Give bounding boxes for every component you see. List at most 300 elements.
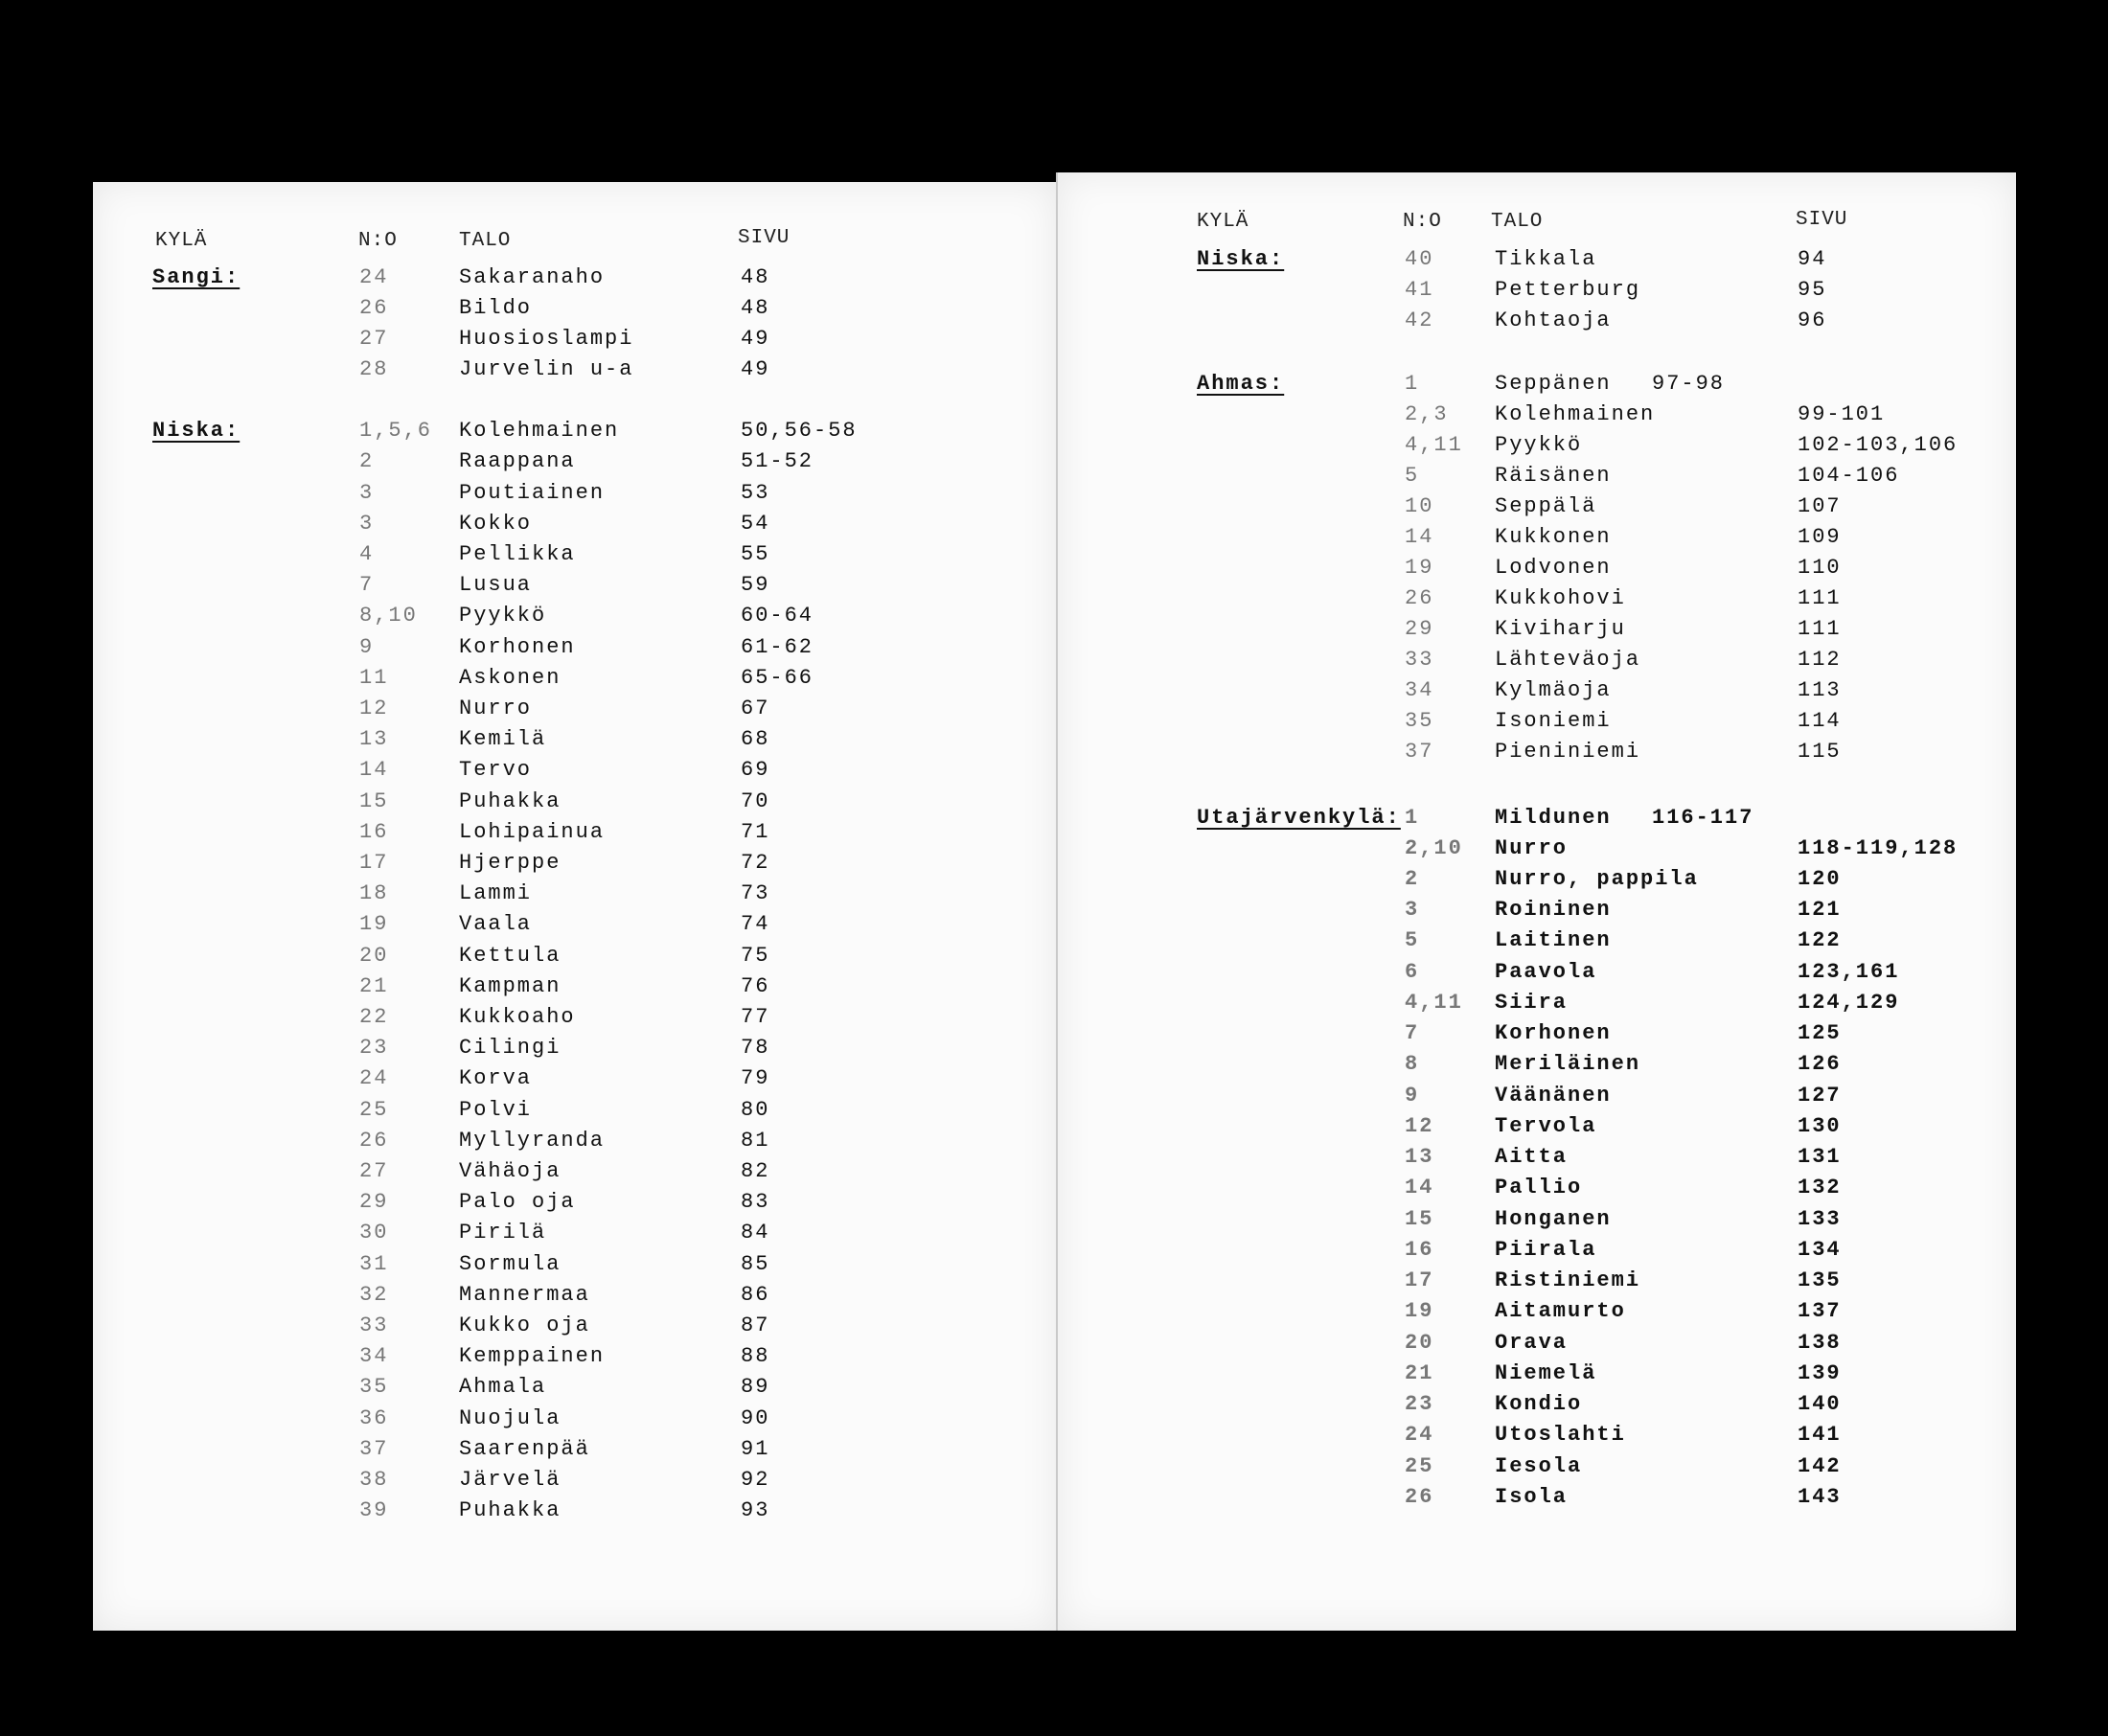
house-name: Kampman: [459, 974, 561, 998]
house-name: Mannermaa: [459, 1283, 590, 1307]
house-number: 20: [1405, 1331, 1434, 1355]
index-row: [93, 635, 1056, 666]
page-reference: 48: [741, 265, 770, 289]
house-number: 12: [1405, 1114, 1434, 1138]
house-name: Pyykkö: [459, 604, 547, 628]
house-name: Kohtaoja: [1495, 308, 1612, 332]
house-number: 23: [1405, 1392, 1434, 1416]
header-talo: TALO: [1491, 211, 1544, 233]
house-name: Kukko oja: [459, 1313, 590, 1337]
house-name: Korhonen: [1495, 1021, 1612, 1045]
index-row: [93, 357, 1056, 388]
house-number: 1: [1405, 372, 1420, 396]
page-reference: 137: [1798, 1299, 1842, 1323]
index-row: [93, 1066, 1056, 1097]
index-row: [93, 851, 1056, 881]
index-row: [93, 1468, 1056, 1498]
index-row: [1058, 898, 2016, 928]
index-row: [1058, 1114, 2016, 1145]
house-number: 29: [359, 1190, 389, 1214]
index-row: [93, 327, 1056, 357]
page-reference: 127: [1798, 1084, 1842, 1108]
house-name: Huosioslampi: [459, 327, 634, 351]
index-row: [93, 265, 1056, 296]
house-name: Kolehmainen: [1495, 402, 1656, 426]
house-name: Paavola: [1495, 960, 1597, 984]
house-name: Tikkala: [1495, 247, 1597, 271]
house-number: 37: [1405, 740, 1434, 764]
house-name: Tervo: [459, 758, 533, 782]
house-number: 42: [1405, 308, 1434, 332]
page-reference: 70: [741, 789, 770, 813]
page-reference: 82: [741, 1159, 770, 1183]
house-name: Puhakka: [459, 789, 561, 813]
page-reference: 124,129: [1798, 991, 1900, 1015]
house-name: Myllyranda: [459, 1129, 606, 1153]
house-number: 27: [359, 327, 389, 351]
page-reference: 121: [1798, 898, 1842, 922]
page-reference: 109: [1798, 525, 1842, 549]
page-reference: 142: [1798, 1454, 1842, 1478]
index-row: [93, 727, 1056, 758]
page-reference: 51-52: [741, 449, 814, 473]
index-row: [93, 1190, 1056, 1221]
page-reference: 88: [741, 1344, 770, 1368]
house-number: 34: [359, 1344, 389, 1368]
house-name: Hjerppe: [459, 851, 561, 875]
page-reference: 85: [741, 1252, 770, 1276]
page-reference: 75: [741, 944, 770, 968]
page-reference: 59: [741, 573, 770, 597]
page-reference: 91: [741, 1437, 770, 1461]
house-number: 4,11: [1405, 991, 1463, 1015]
house-number: 30: [359, 1221, 389, 1245]
house-name: Nurro, pappila: [1495, 867, 1699, 891]
house-number: 4,11: [1405, 433, 1463, 457]
house-name: Puhakka: [459, 1498, 561, 1522]
page-reference: 93: [741, 1498, 770, 1522]
page-reference: 110: [1798, 556, 1842, 580]
house-name: Meriläinen: [1495, 1052, 1641, 1076]
house-number: 34: [1405, 678, 1434, 702]
house-name: Petterburg: [1495, 278, 1641, 302]
page-reference: 49: [741, 357, 770, 381]
index-row: [1058, 806, 2016, 836]
page-reference: 135: [1798, 1268, 1842, 1292]
index-row: [93, 481, 1056, 512]
house-number: 11: [359, 666, 389, 690]
page-reference: 68: [741, 727, 770, 751]
house-number: 24: [359, 265, 389, 289]
index-row: [1058, 1485, 2016, 1516]
index-row: [93, 296, 1056, 327]
house-name: Sormula: [459, 1252, 561, 1276]
house-name: Vaala: [459, 912, 533, 936]
page-reference: 122: [1798, 928, 1842, 952]
index-row: [1058, 991, 2016, 1021]
house-number: 7: [1405, 1021, 1420, 1045]
index-row: [1058, 1052, 2016, 1083]
house-number: 20: [359, 944, 389, 968]
house-name: Niemelä: [1495, 1361, 1597, 1385]
house-name: Mildunen: [1495, 806, 1612, 830]
house-name: Siira: [1495, 991, 1569, 1015]
house-name: Ahmala: [459, 1375, 547, 1399]
page-reference: 77: [741, 1005, 770, 1029]
page-reference: 132: [1798, 1176, 1842, 1199]
house-name: Kokko: [459, 512, 533, 536]
page-reference: 140: [1798, 1392, 1842, 1416]
page-reference: 125: [1798, 1021, 1842, 1045]
house-name: Kemilä: [459, 727, 547, 751]
house-number: 25: [1405, 1454, 1434, 1478]
house-name: Pallio: [1495, 1176, 1583, 1199]
house-name: Orava: [1495, 1331, 1569, 1355]
index-row: [1058, 648, 2016, 678]
index-row: [1058, 1454, 2016, 1485]
index-row: [93, 1283, 1056, 1313]
house-number: 2,10: [1405, 836, 1463, 860]
index-row: [1058, 960, 2016, 991]
page-reference: 133: [1798, 1207, 1842, 1231]
house-number: 27: [359, 1159, 389, 1183]
index-row: [1058, 928, 2016, 959]
house-number: 33: [1405, 648, 1434, 672]
index-row: [93, 512, 1056, 542]
index-row: [93, 881, 1056, 912]
page-reference: 114: [1798, 709, 1842, 733]
house-number: 9: [359, 635, 375, 659]
page-reference: 107: [1798, 494, 1842, 518]
house-name: Laitinen: [1495, 928, 1612, 952]
house-name: Seppälä: [1495, 494, 1597, 518]
house-name: Ristiniemi: [1495, 1268, 1641, 1292]
house-name: Kylmäoja: [1495, 678, 1612, 702]
index-row: [1058, 1392, 2016, 1423]
house-name: Saarenpää: [459, 1437, 590, 1461]
house-number: 38: [359, 1468, 389, 1492]
house-name: Lammi: [459, 881, 533, 905]
house-name: Aitta: [1495, 1145, 1569, 1169]
house-number: 15: [1405, 1207, 1434, 1231]
page-reference: 60-64: [741, 604, 814, 628]
left-page: [93, 182, 1056, 1631]
house-number: 16: [1405, 1238, 1434, 1262]
house-name: Polvi: [459, 1098, 533, 1122]
house-name: Räisänen: [1495, 464, 1612, 488]
index-row: [93, 1159, 1056, 1190]
house-number: 40: [1405, 247, 1434, 271]
house-name: Kemppainen: [459, 1344, 606, 1368]
house-number: 19: [1405, 556, 1434, 580]
house-number: 17: [1405, 1268, 1434, 1292]
page-reference: 79: [741, 1066, 770, 1090]
house-number: 23: [359, 1036, 389, 1060]
page-reference: 49: [741, 327, 770, 351]
index-row: [93, 1498, 1056, 1529]
index-row: [93, 912, 1056, 943]
house-name: Jurvelin u-a: [459, 357, 634, 381]
page-reference: 72: [741, 851, 770, 875]
house-number: 6: [1405, 960, 1420, 984]
house-name: Palo oja: [459, 1190, 576, 1214]
page-reference: 69: [741, 758, 770, 782]
house-name: Lodvonen: [1495, 556, 1612, 580]
page-range-inline: 97-98: [1652, 372, 1726, 396]
index-row: [1058, 556, 2016, 586]
house-name: Kiviharju: [1495, 617, 1626, 641]
house-name: Sakaranaho: [459, 265, 606, 289]
index-row: [1058, 247, 2016, 278]
right-page: [1058, 172, 2016, 1631]
house-number: 3: [1405, 898, 1420, 922]
house-number: 26: [359, 296, 389, 320]
page-reference: 65-66: [741, 666, 814, 690]
index-row: [1058, 1021, 2016, 1052]
header-no: N:O: [1403, 211, 1442, 233]
house-number: 18: [359, 881, 389, 905]
page-reference: 54: [741, 512, 770, 536]
index-row: [1058, 1176, 2016, 1206]
house-number: 3: [359, 481, 375, 505]
house-number: 4: [359, 542, 375, 566]
index-row: [93, 1129, 1056, 1159]
house-name: Kolehmainen: [459, 419, 620, 443]
index-row: [1058, 402, 2016, 433]
house-name: Askonen: [459, 666, 561, 690]
house-number: 31: [359, 1252, 389, 1276]
page-reference: 61-62: [741, 635, 814, 659]
house-name: Pieniniemi: [1495, 740, 1641, 764]
house-number: 14: [1405, 1176, 1434, 1199]
page-reference: 111: [1798, 617, 1842, 641]
house-number: 14: [1405, 525, 1434, 549]
house-name: Nuojula: [459, 1406, 561, 1430]
index-row: [1058, 464, 2016, 494]
house-name: Pellikka: [459, 542, 576, 566]
page-reference: 67: [741, 697, 770, 720]
index-row: [93, 419, 1056, 449]
index-row: [93, 666, 1056, 697]
page-reference: 104-106: [1798, 464, 1900, 488]
page-reference: 112: [1798, 648, 1842, 672]
house-number: 13: [359, 727, 389, 751]
house-number: 1: [1405, 806, 1420, 830]
house-number: 3: [359, 512, 375, 536]
house-number: 15: [359, 789, 389, 813]
page-reference: 143: [1798, 1485, 1842, 1509]
page-reference: 113: [1798, 678, 1842, 702]
index-row: [1058, 1145, 2016, 1176]
house-number: 26: [359, 1129, 389, 1153]
index-row: [1058, 1331, 2016, 1361]
house-number: 7: [359, 573, 375, 597]
page-reference: 138: [1798, 1331, 1842, 1355]
house-name: Cilingi: [459, 1036, 561, 1060]
house-name: Seppänen: [1495, 372, 1612, 396]
index-row: [93, 1344, 1056, 1375]
village-label: Ahmas:: [1197, 372, 1285, 396]
page-reference: 53: [741, 481, 770, 505]
page-reference: 120: [1798, 867, 1842, 891]
house-number: 25: [359, 1098, 389, 1122]
index-row: [93, 1406, 1056, 1437]
house-number: 41: [1405, 278, 1434, 302]
page-reference: 94: [1798, 247, 1827, 271]
page-reference: 84: [741, 1221, 770, 1245]
house-number: 19: [359, 912, 389, 936]
index-row: [93, 1098, 1056, 1129]
house-name: Roininen: [1495, 898, 1612, 922]
index-row: [93, 1375, 1056, 1405]
house-name: Isoniemi: [1495, 709, 1612, 733]
house-number: 29: [1405, 617, 1434, 641]
page-reference: 130: [1798, 1114, 1842, 1138]
index-row: [1058, 1207, 2016, 1238]
house-name: Kondio: [1495, 1392, 1583, 1416]
index-row: [1058, 1361, 2016, 1392]
page-reference: 90: [741, 1406, 770, 1430]
page-reference: 81: [741, 1129, 770, 1153]
index-row: [1058, 1423, 2016, 1453]
house-number: 33: [359, 1313, 389, 1337]
house-number: 21: [1405, 1361, 1434, 1385]
index-row: [1058, 1238, 2016, 1268]
index-row: [93, 1313, 1056, 1344]
village-label: Niska:: [152, 419, 241, 443]
house-number: 2: [359, 449, 375, 473]
house-number: 13: [1405, 1145, 1434, 1169]
village-label: Utajärvenkylä:: [1197, 806, 1401, 830]
house-number: 35: [359, 1375, 389, 1399]
village-label: Sangi:: [152, 265, 241, 289]
house-name: Lähteväoja: [1495, 648, 1641, 672]
house-number: 32: [359, 1283, 389, 1307]
house-number: 19: [1405, 1299, 1434, 1323]
index-row: [93, 449, 1056, 480]
house-number: 5: [1405, 464, 1420, 488]
page-reference: 55: [741, 542, 770, 566]
page-reference: 73: [741, 881, 770, 905]
house-name: Korva: [459, 1066, 533, 1090]
index-row: [93, 542, 1056, 573]
index-row: [1058, 433, 2016, 464]
house-name: Kukkohovi: [1495, 586, 1626, 610]
page-reference: 115: [1798, 740, 1842, 764]
house-number: 28: [359, 357, 389, 381]
house-name: Lusua: [459, 573, 533, 597]
house-name: Tervola: [1495, 1114, 1597, 1138]
page-reference: 87: [741, 1313, 770, 1337]
house-name: Vähäoja: [459, 1159, 561, 1183]
house-name: Bildo: [459, 296, 533, 320]
index-row: [93, 1221, 1056, 1251]
house-name: Piirala: [1495, 1238, 1597, 1262]
index-row: [93, 604, 1056, 634]
house-number: 24: [1405, 1423, 1434, 1447]
house-name: Honganen: [1495, 1207, 1612, 1231]
house-name: Poutiainen: [459, 481, 606, 505]
index-row: [1058, 1084, 2016, 1114]
house-name: Aitamurto: [1495, 1299, 1626, 1323]
page-reference: 96: [1798, 308, 1827, 332]
index-row: [93, 1036, 1056, 1066]
header-talo: TALO: [459, 230, 512, 252]
house-number: 37: [359, 1437, 389, 1461]
index-row: [93, 573, 1056, 604]
house-name: Iesola: [1495, 1454, 1583, 1478]
header-sivu: SIVU: [1796, 209, 1848, 231]
index-row: [93, 944, 1056, 974]
page-reference: 131: [1798, 1145, 1842, 1169]
header-no: N:O: [358, 230, 398, 252]
house-number: 2,3: [1405, 402, 1449, 426]
house-name: Raappana: [459, 449, 576, 473]
house-name: Nurro: [459, 697, 533, 720]
house-number: 21: [359, 974, 389, 998]
index-row: [93, 1437, 1056, 1468]
header-kyla: KYLÄ: [1197, 211, 1249, 233]
page-reference: 74: [741, 912, 770, 936]
house-name: Järvelä: [459, 1468, 561, 1492]
house-number: 24: [359, 1066, 389, 1090]
house-number: 14: [359, 758, 389, 782]
page-reference: 71: [741, 820, 770, 844]
index-row: [1058, 494, 2016, 525]
index-row: [1058, 867, 2016, 898]
page-reference: 89: [741, 1375, 770, 1399]
page-reference: 86: [741, 1283, 770, 1307]
house-name: Kukkonen: [1495, 525, 1612, 549]
page-range-inline: 116-117: [1652, 806, 1754, 830]
page-reference: 126: [1798, 1052, 1842, 1076]
index-row: [1058, 740, 2016, 770]
house-number: 35: [1405, 709, 1434, 733]
index-row: [93, 758, 1056, 788]
page-reference: 48: [741, 296, 770, 320]
index-row: [1058, 308, 2016, 339]
page-reference: 123,161: [1798, 960, 1900, 984]
page-reference: 139: [1798, 1361, 1842, 1385]
page-reference: 102-103,106: [1798, 433, 1959, 457]
index-row: [1058, 372, 2016, 402]
index-row: [93, 1005, 1056, 1036]
house-name: Nurro: [1495, 836, 1569, 860]
house-name: Pyykkö: [1495, 433, 1583, 457]
page-reference: 134: [1798, 1238, 1842, 1262]
house-number: 26: [1405, 586, 1434, 610]
page-reference: 92: [741, 1468, 770, 1492]
index-row: [1058, 678, 2016, 709]
page-reference: 80: [741, 1098, 770, 1122]
house-name: Korhonen: [459, 635, 576, 659]
index-row: [1058, 278, 2016, 308]
house-number: 36: [359, 1406, 389, 1430]
page-reference: 111: [1798, 586, 1842, 610]
village-label: Niska:: [1197, 247, 1285, 271]
header-sivu: SIVU: [738, 227, 790, 249]
house-name: Kettula: [459, 944, 561, 968]
house-number: 2: [1405, 867, 1420, 891]
page-reference: 83: [741, 1190, 770, 1214]
page-reference: 78: [741, 1036, 770, 1060]
index-row: [1058, 709, 2016, 740]
page-reference: 50,56-58: [741, 419, 858, 443]
house-number: 5: [1405, 928, 1420, 952]
house-number: 12: [359, 697, 389, 720]
index-row: [93, 974, 1056, 1005]
page-reference: 118-119,128: [1798, 836, 1959, 860]
